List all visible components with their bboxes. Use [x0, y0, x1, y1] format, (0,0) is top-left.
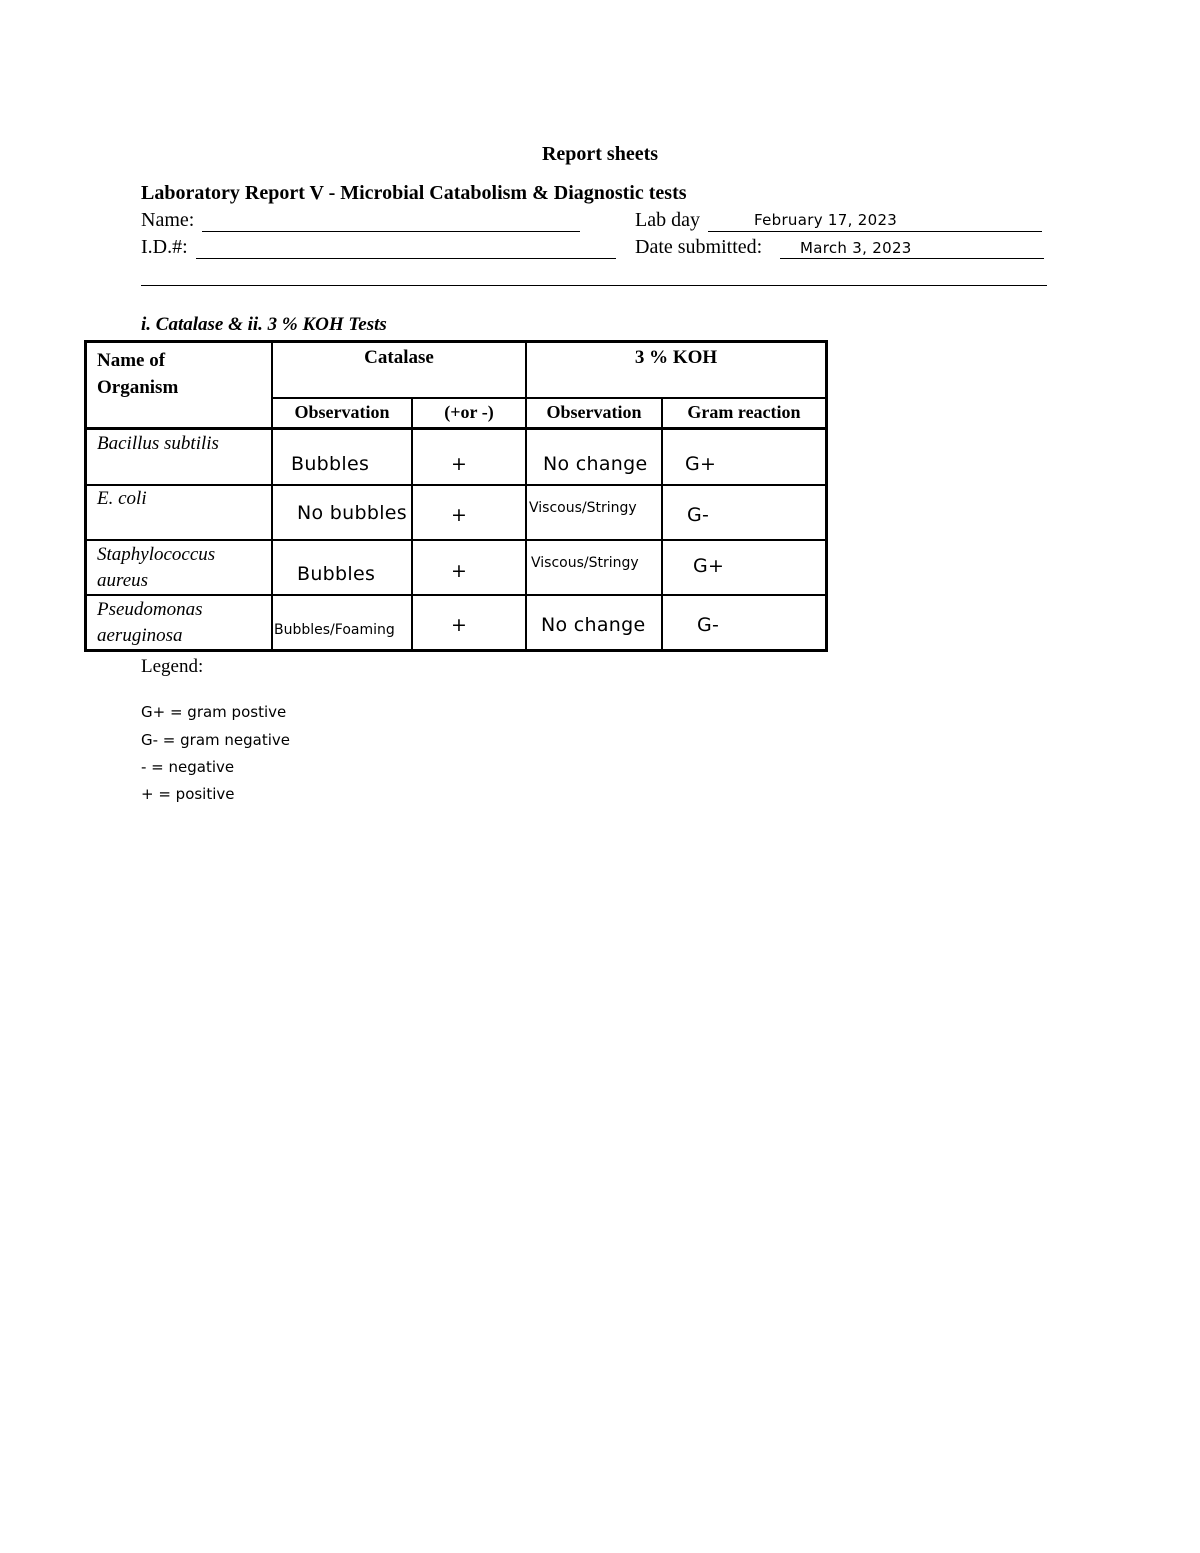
lab-day-field-line[interactable] [708, 230, 1042, 232]
row-3-catalase-observation: Bubbles [297, 563, 376, 585]
row-1-gram-reaction: G+ [685, 453, 717, 475]
row-4-organism-line2: aeruginosa [97, 625, 183, 646]
subheader-koh-observation: Observation [546, 402, 642, 422]
section-title: i. Catalase & ii. 3 % KOH Tests [141, 314, 387, 335]
row-divider-subheader [87, 427, 825, 430]
row-1-catalase-observation: Bubbles [291, 453, 370, 475]
separator-line [141, 284, 1047, 286]
row-4-organism-line1: Pseudomonas [97, 599, 203, 620]
row-3-koh-observation: Viscous/Stringy [531, 555, 639, 571]
header-catalase: Catalase [364, 347, 434, 368]
row-divider-2 [87, 539, 825, 541]
row-2-catalase-observation: No bubbles [297, 502, 407, 524]
lab-day-label: Lab day [635, 209, 700, 231]
row-divider-3 [87, 594, 825, 596]
row-3-organism-line2: aureus [97, 570, 149, 591]
col-divider-4 [661, 397, 663, 649]
row-4-gram-reaction: G- [697, 614, 720, 636]
row-3-catalase-result: + [451, 560, 468, 582]
col-divider-1 [271, 343, 273, 649]
row-1-organism: Bacillus subtilis [97, 433, 219, 454]
row-1-koh-observation: No change [543, 453, 648, 475]
row-2-gram-reaction: G- [687, 504, 710, 526]
col-divider-3 [525, 343, 527, 649]
col-divider-2 [411, 397, 413, 649]
row-4-catalase-observation: Bubbles/Foaming [274, 622, 395, 638]
legend-item-negative: - = negative [141, 758, 235, 776]
subheader-gram-reaction: Gram reaction [687, 402, 801, 422]
date-submitted-value: March 3, 2023 [800, 239, 912, 257]
row-2-catalase-result: + [451, 504, 468, 526]
legend-item-gram-negative: G- = gram negative [141, 731, 291, 749]
lab-day-value: February 17, 2023 [754, 211, 898, 229]
date-submitted-field-line[interactable] [780, 257, 1044, 259]
row-divider-header [271, 397, 825, 399]
legend-label: Legend: [141, 656, 204, 677]
row-3-organism [97, 542, 215, 594]
results-table [84, 340, 828, 652]
legend-item-gram-positive: G+ = gram postive [141, 703, 287, 721]
row-2-organism: E. coli [97, 488, 147, 509]
row-3-organism-line1: Staphylococcus [97, 544, 216, 565]
id-label: I.D.#: [141, 236, 188, 258]
date-submitted-label: Date submitted: [635, 236, 763, 258]
header-organism-line1: Name of [97, 350, 166, 371]
name-label: Name: [141, 209, 195, 231]
subheader-catalase-observation: Observation [294, 402, 390, 422]
row-2-koh-observation: Viscous/Stringy [529, 500, 637, 516]
report-title: Laboratory Report V - Microbial Catabolism & Diagnostic tests [141, 182, 687, 204]
row-4-organism [97, 597, 203, 649]
header-organism [97, 347, 178, 401]
row-divider-1 [87, 484, 825, 486]
page-title: Report sheets [541, 143, 659, 165]
subheader-catalase-result: (+or -) [444, 402, 494, 422]
header-organism-line2: Organism [97, 377, 179, 398]
legend-item-positive: + = positive [141, 785, 235, 803]
header-koh: 3 % KOH [634, 347, 718, 368]
row-1-catalase-result: + [451, 453, 468, 475]
row-4-koh-observation: No change [541, 614, 646, 636]
id-field-line[interactable] [196, 257, 616, 259]
row-4-catalase-result: + [451, 614, 468, 636]
name-field-line[interactable] [202, 230, 580, 232]
row-3-gram-reaction: G+ [693, 555, 725, 577]
